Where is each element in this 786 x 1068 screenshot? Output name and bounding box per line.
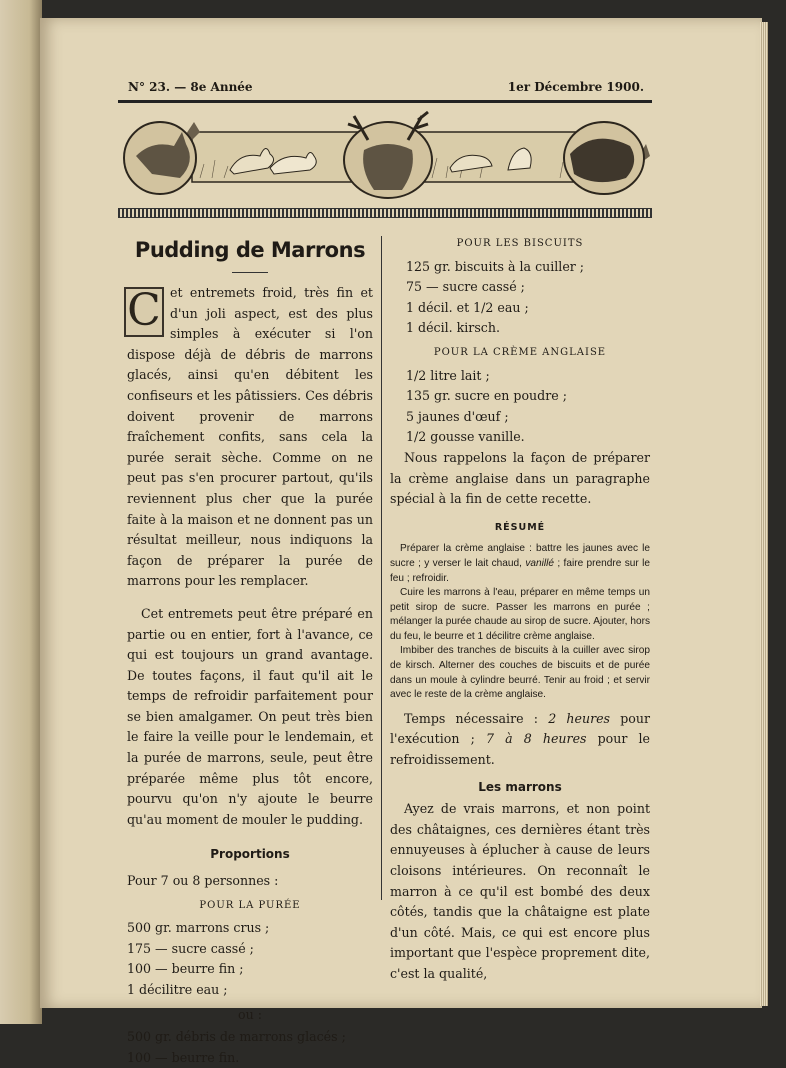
- list-item: 1/2 litre lait ;: [406, 367, 490, 383]
- alternative-ingredients: [127, 1027, 373, 1068]
- list-item: 500 gr. débris de marrons glacés ;: [127, 1029, 346, 1045]
- creme-ingredients: [406, 366, 650, 448]
- resume-step-assemblage: Imbiber des tranches de biscuits à la cuiller avec sirop de kirsch. Alterner des couches de biscuits et de purée dans un moule à cylindre beurré. Tenir au froid ; et servir avec le reste de la crème anglaise.: [390, 645, 650, 701]
- proportions-heading: Proportions: [210, 847, 290, 862]
- marrons-paragraph: Ayez de vrais marrons, et non point des châtaignes, ces dernières étant très ennuyeuses à éplucher à cause de leurs cloisons intérieures. On reconnaît le marron à ce qu'il est bombé des deux côtés, tandis que la châtaigne est plate d'un côté. Mais, ce qui est encore plus important que l'espèce proprement dite, c'est la qualité,: [390, 801, 650, 981]
- resume-step-creme: Préparer la crème anglaise : battre les jaunes avec le sucre ; y verser le lait chaud, vanillé ; faire prendre sur le feu ; refroidir.: [390, 543, 650, 584]
- list-item: 100 — beurre fin ;: [127, 961, 244, 977]
- marrons-heading: Les marrons: [478, 779, 562, 794]
- decorative-game-banner: [120, 110, 650, 206]
- list-item: 1 décil. kirsch.: [406, 320, 500, 336]
- list-item: 500 gr. marrons crus ;: [127, 920, 270, 936]
- biscuits-ingredients: [406, 257, 650, 339]
- creme-note: Nous rappelons la façon de préparer la crème anglaise dans un paragraphe spécial à la fin de cette recette.: [390, 449, 650, 507]
- stag-head-icon: [363, 144, 413, 190]
- persons-line: Pour 7 ou 8 personnes :: [127, 873, 279, 889]
- list-item: 75 — sucre cassé ;: [406, 279, 525, 295]
- puree-heading: POUR LA PURÉE: [199, 899, 301, 911]
- resume-heading: RÉSUMÉ: [494, 521, 546, 533]
- or-label: ou :: [238, 1006, 262, 1022]
- time-required: Temps nécessaire : 2 heures pour l'exécution ; 7 à 8 heures pour le refroidissement.: [390, 710, 650, 768]
- resume-block: [390, 542, 650, 703]
- issue-date: 1er Décembre 1900.: [507, 80, 644, 94]
- list-item: 1/2 gousse vanille.: [406, 429, 525, 445]
- issue-number: N° 23. — 8e Année: [128, 80, 253, 94]
- intro-text: et entremets froid, très fin et d'un joli aspect, est des plus simples à exécuter si l'on dispose déjà de débris de marrons glacés, ainsi qu'en débitent les confiseurs et les pâtissiers. Ces débris doivent provenir de marrons fraîchement confits, sans cela la purée serait sèche. Comme on ne peut pas s'en procurer partout, qu'ils reviennent plus cher que la purée faite à la maison et ne donnent pas un résultat meilleur, nous indiquons la façon de préparer la purée de marrons pour les remplacer.: [127, 285, 373, 589]
- puree-ingredients: [127, 918, 373, 1000]
- right-column: [390, 232, 650, 985]
- list-item: 135 gr. sucre en poudre ;: [406, 388, 567, 404]
- title-rule: [232, 272, 268, 273]
- resume-step-marrons: Cuire les marrons à l'eau, préparer en même temps un petit sirop de sucre. Passer les marrons en purée ; mélanger la purée chaude au sirop de sucre. Ajouter, hors du feu, le beurre et 1 décilitre crème anglaise.: [390, 587, 650, 642]
- facing-page-edge: [0, 0, 42, 1024]
- biscuits-heading: POUR LES BISCUITS: [456, 238, 584, 249]
- page-stack-edge: [760, 22, 768, 1006]
- list-item: 100 — beurre fin.: [127, 1049, 240, 1065]
- intro-paragraph: [127, 283, 373, 592]
- list-item: 125 gr. biscuits à la cuiller ;: [406, 258, 585, 274]
- decorative-border-strip: [118, 208, 652, 218]
- paragraph-preparation: Cet entremets peut être préparé en partie ou en entier, fort à l'avance, ce qui est toujours un grand avantage. De toutes façons, il faut qu'il ait le temps de refroidir parfaitement pour se bien amalgamer. On peut très bien le faire la veille pour le lendemain, et la purée de marrons, seule, peut être préparée même plus tôt encore, pourvu qu'on n'y ajoute le beurre qu'au moment de mouler le pudding.: [127, 605, 373, 827]
- vanille-word: vanillé: [525, 557, 554, 569]
- list-item: 1 décil. et 1/2 eau ;: [406, 299, 529, 315]
- list-item: 1 décilitre eau ;: [127, 982, 228, 997]
- list-item: 5 jaunes d'œuf ;: [406, 408, 509, 424]
- article-title: Pudding de Marrons: [134, 238, 366, 262]
- column-rule: [381, 236, 382, 900]
- header-rule: [118, 100, 652, 103]
- creme-heading: POUR LA CRÈME ANGLAISE: [433, 346, 607, 358]
- left-column: [127, 230, 373, 1068]
- list-item: 175 — sucre cassé ;: [127, 940, 254, 956]
- drop-cap-initial: C: [124, 287, 164, 337]
